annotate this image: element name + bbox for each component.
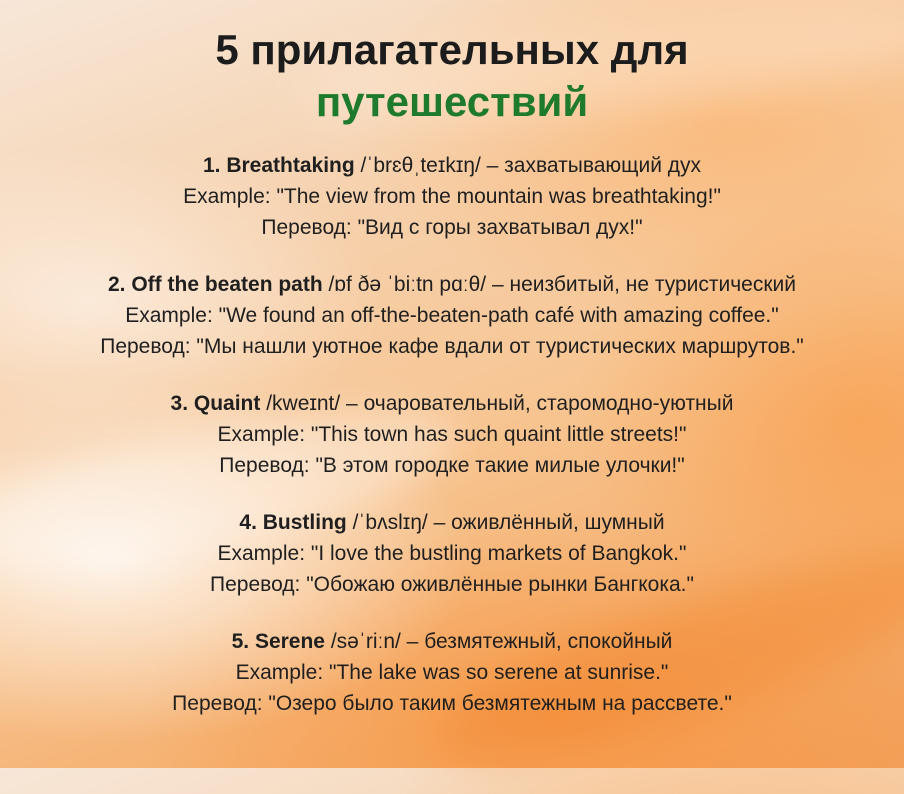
adjective-item-3 [0,388,904,481]
adjective-example: Example: "The view from the mountain was breathtaking!" [183,185,721,208]
adjective-word: Serene [254,630,325,653]
adjective-item-2 [0,269,904,362]
adjective-example: Example: "The lake was so serene at sunrise." [235,661,669,684]
adjective-word: Breathtaking [226,154,355,177]
adjective-number: 2. [107,273,126,296]
adjective-word: Bustling [262,511,347,534]
adjective-number: 3. [170,392,189,415]
adjective-heading [0,507,904,538]
adjective-example: Example: "This town has such quaint little streets!" [217,423,687,446]
title-line-1: 5 прилагательных для [215,26,689,73]
adjective-translation: Перевод: "Вид с горы захватывал дух!" [261,216,643,239]
adjective-definition: /kweɪnt/ – очаровательный, старомодно-уютный [266,392,734,415]
adjective-item-1 [0,150,904,243]
adjective-translation: Перевод: "Озеро было таким безмятежным на рассвете." [172,692,732,715]
adjective-definition: /ˈbʌslɪŋ/ – оживлённый, шумный [352,511,665,534]
adjective-number: 5. [231,630,250,653]
adjective-definition: /ɒf ðə ˈbiːtn pɑːθ/ – неизбитый, не туристический [328,273,797,296]
page-title [0,0,904,128]
adjective-heading [0,388,904,419]
adjective-translation: Перевод: "Мы нашли уютное кафе вдали от туристических маршрутов." [100,335,804,358]
adjective-example: Example: "I love the bustling markets of Bangkok." [217,542,687,565]
adjective-list [0,150,904,719]
adjective-heading [0,150,904,181]
adjective-definition: /ˈbrɛθˌteɪkɪŋ/ – захватывающий дух [360,154,702,177]
title-line-2: путешествий [315,78,589,125]
adjective-word: Off the beaten path [131,273,323,296]
adjective-example: Example: "We found an off-the-beaten-path café with amazing coffee." [125,304,779,327]
adjective-number: 1. [202,154,221,177]
adjective-heading [0,269,904,300]
adjective-translation: Перевод: "В этом городке такие милые улочки!" [219,454,685,477]
adjective-word: Quaint [193,392,261,415]
adjective-translation: Перевод: "Обожаю оживлённые рынки Бангкока." [210,573,694,596]
adjective-item-5 [0,626,904,719]
adjective-item-4 [0,507,904,600]
adjective-number: 4. [239,511,257,534]
adjective-definition: /səˈriːn/ – безмятежный, спокойный [330,630,673,653]
adjective-heading [0,626,904,657]
